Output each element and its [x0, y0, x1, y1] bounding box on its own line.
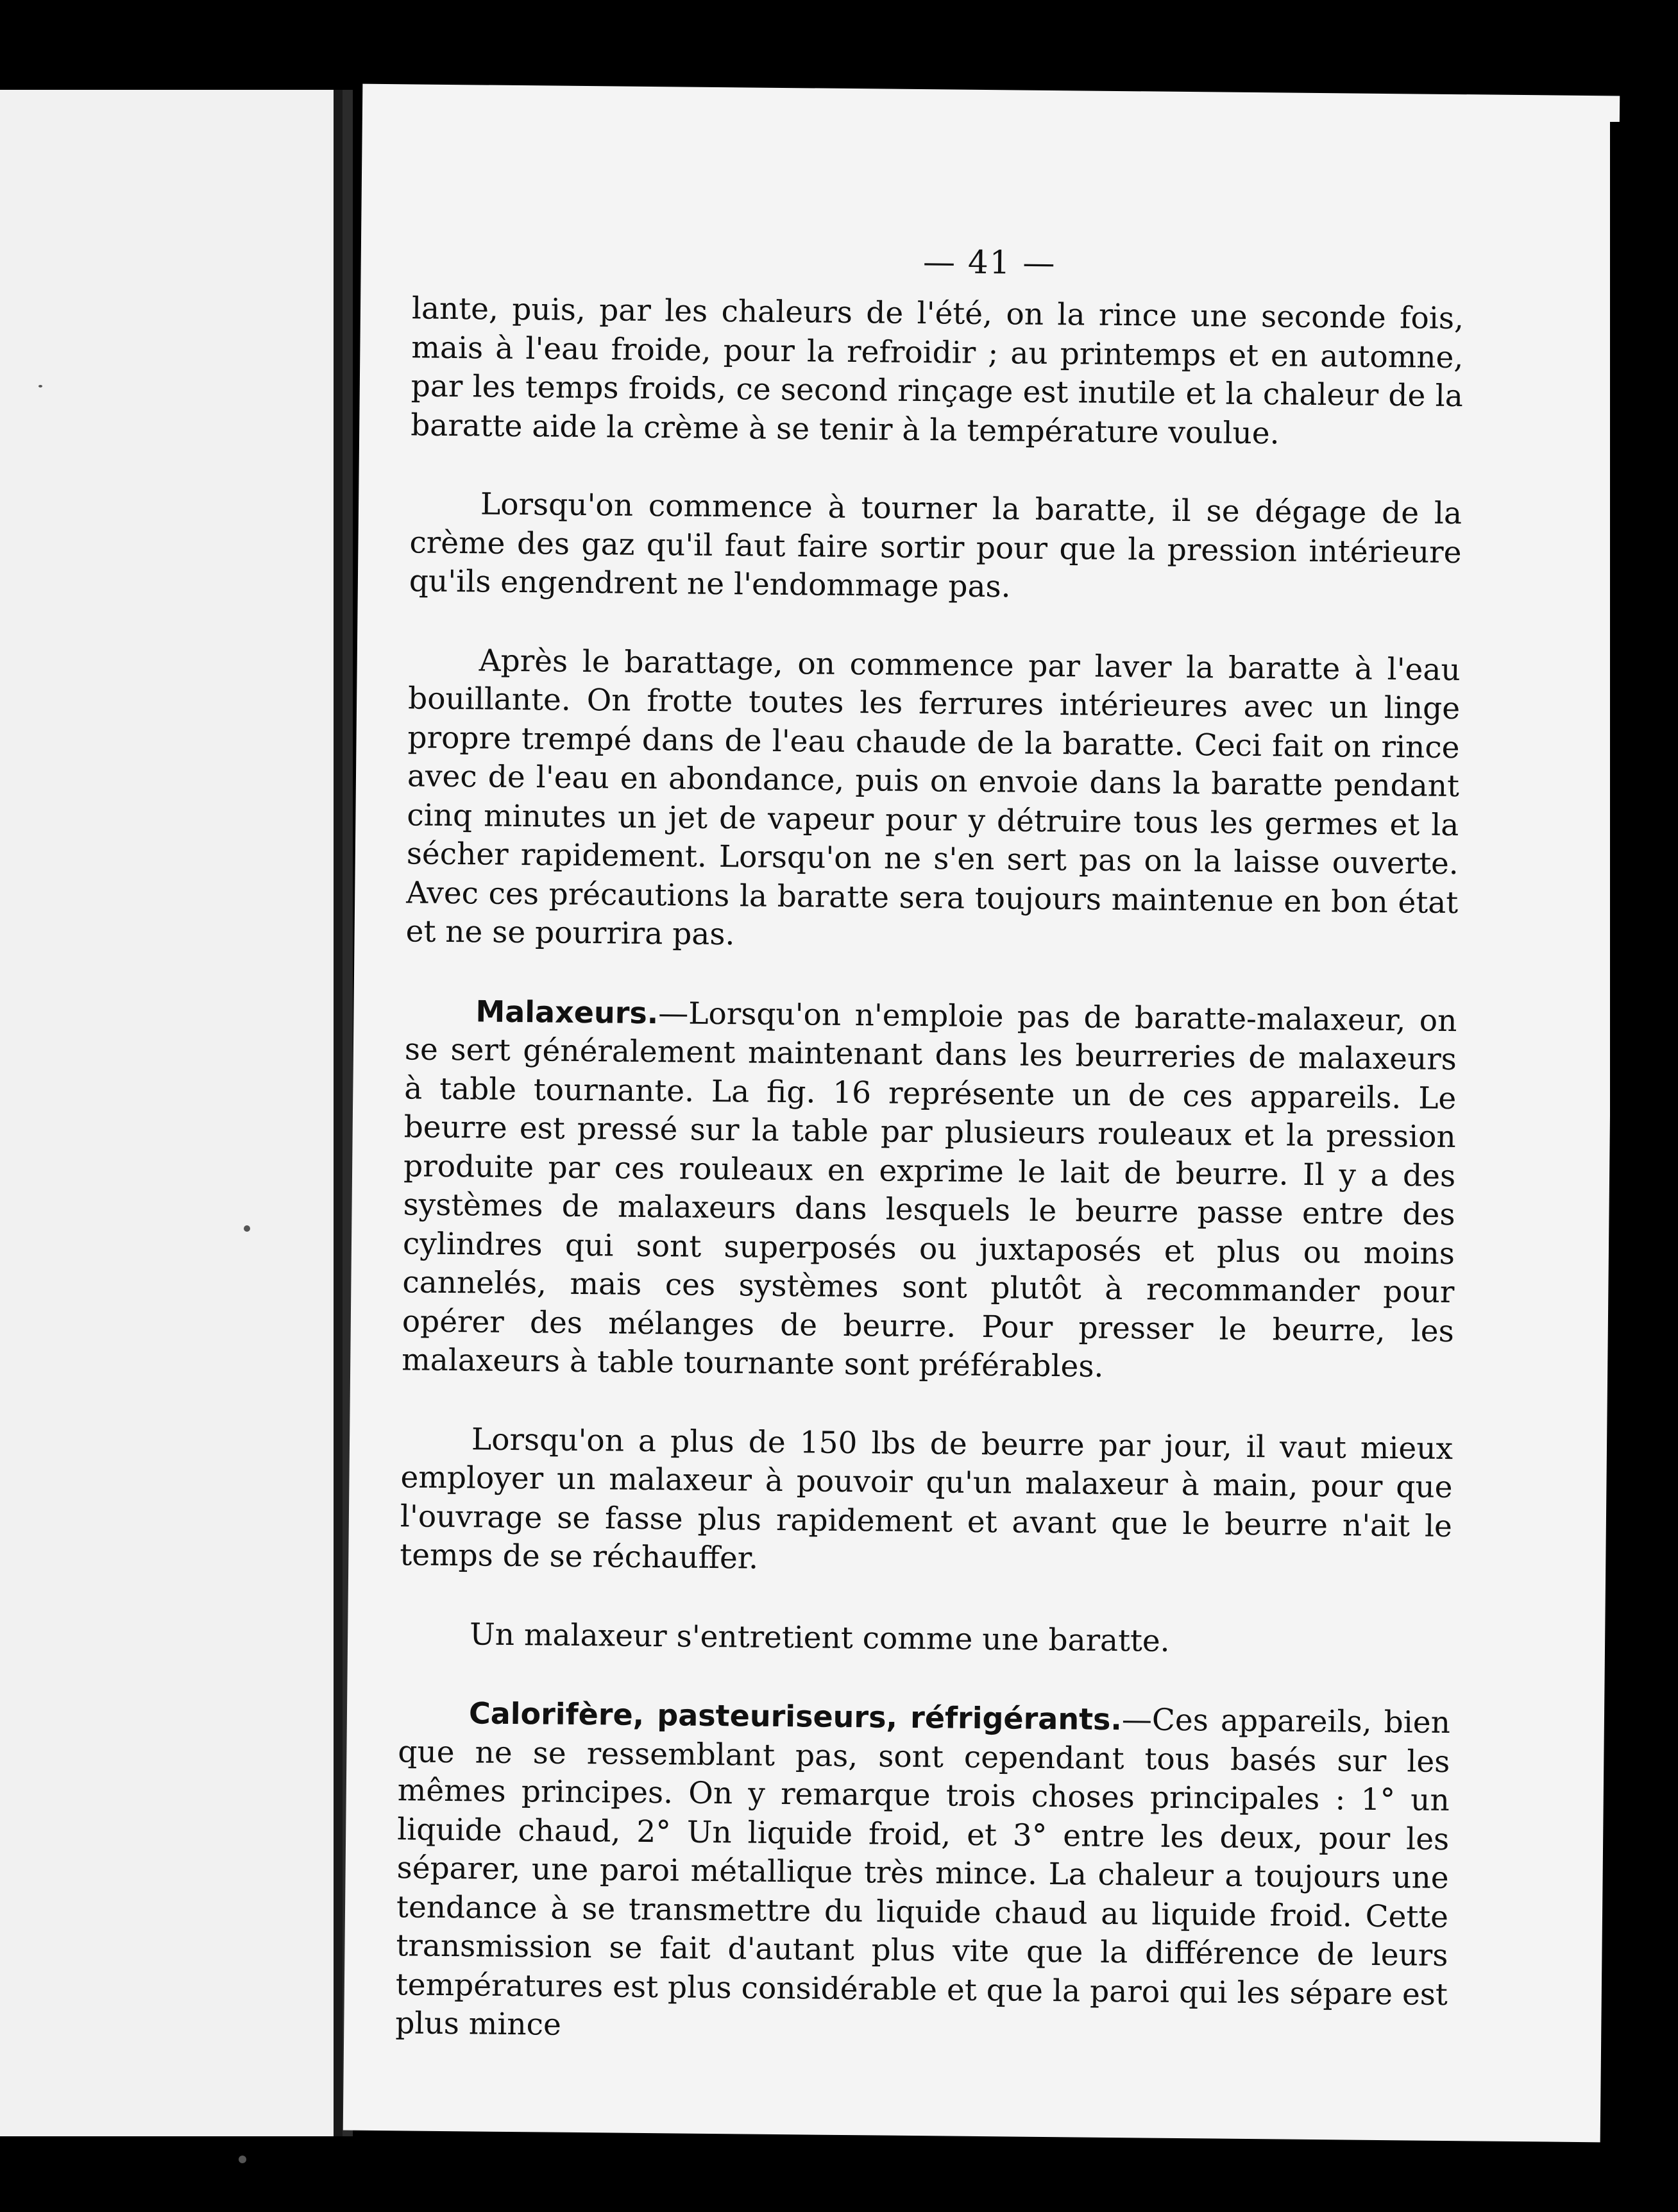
paragraph-6 — [399, 1615, 1452, 1663]
paragraph-text: Lorsqu'on a plus de 150 lbs de beurre par jour, il vaut mieux employer un malaxeur à pouvoir qu'un malaxeur à main, pour que l'ouvrage se fasse plus rapidement et avant que le beurre n'ait le temps de se réchauffer. — [400, 1421, 1453, 1576]
section-heading-malaxeurs: Malaxeurs. — [475, 993, 659, 1030]
paragraph-1 — [411, 289, 1464, 455]
paper-speck — [239, 2156, 246, 2163]
section-heading-calorifere: Calorifère, pasteuriseurs, réfrigérants. — [468, 1696, 1123, 1737]
paragraph-text: Lorsqu'on commence à tourner la baratte, il se dégage de la crème des gaz qu'il faut faire sortir pour que la pression intérieure qu'ils engendrent ne l'endommage pas. — [409, 486, 1462, 605]
body-text — [394, 289, 1464, 2093]
paper-speck — [244, 1225, 250, 1232]
paragraph-text: Après le barattage, on commence par laver la baratte à l'eau bouillante. On frotte toutes les ferrures intérieures avec un linge propre trempé dans de l'eau chaude de la baratte. Ceci fait on rince avec de l'eau en abondance, puis on envoie dans la baratte pendant cinq minutes un jet de vapeur pour y détruire tous les germes et la sécher rapidement. Lorsqu'on ne s'en sert pas on la laisse ouverte. Avec ces précautions la baratte sera toujours maintenue en bon état et ne se pourrira pas. — [405, 642, 1461, 953]
paragraph-text: —Ces appareils, bien que ne se ressemblant pas, sont cependant tous basés sur les mêmes principes. On y remarque trois choses principales : 1° un liquide chaud, 2° Un liquide froid, et 3° entre les deux, pour les séparer, une paroi métallique très mince. La chaleur a toujours une tendance à se transmettre du liquide chaud au liquide froid. Cette transmission se fait d'autant plus vite que la différence de leurs températures est plus considérable et que la paroi qui les sépare est plus mince — [395, 1702, 1451, 2043]
scanned-page — [343, 84, 1620, 2143]
paper-speck — [38, 385, 42, 387]
paragraph-text: Un malaxeur s'entretient comme une baratte. — [469, 1616, 1170, 1659]
paragraph-calorifere — [395, 1693, 1450, 2053]
facing-page-edge — [0, 90, 343, 2136]
paragraph-text: lante, puis, par les chaleurs de l'été, on la rince une seconde fois, mais à l'eau froide, pour la refroidir ; au printemps et en automne, par les temps froids, ce second rinçage est inutile et la chaleur de la baratte aide la crème à se tenir à la température voulue. — [410, 291, 1464, 451]
paragraph-text: —Lorsqu'on n'emploie pas de baratte-malaxeur, on se sert généralement maintenant dans les beurreries de malaxeurs à table tournante. La fig. 16 représente un de ces appareils. Le beurre est pressé sur la table par plusieurs rouleaux et la pression produite par ces rouleaux en exprime le lait de beurre. Il y a des systèmes de malaxeurs dans lesquels le beurre passe entre des cylindres qui sont superposés ou juxtaposés et plus ou moins cannelés, mais ces systèmes sont plutôt à recommander pour opérer des mélanges de beurre. Pour presser le beurre, les malaxeurs à table tournante sont préférables. — [402, 995, 1457, 1384]
paragraph-malaxeurs — [402, 991, 1457, 1390]
scan-border — [1610, 122, 1678, 2136]
paragraph-5 — [400, 1420, 1453, 1585]
page-number: — 41 — — [922, 243, 1056, 282]
paragraph-3 — [405, 641, 1461, 962]
paragraph-2 — [409, 484, 1462, 611]
